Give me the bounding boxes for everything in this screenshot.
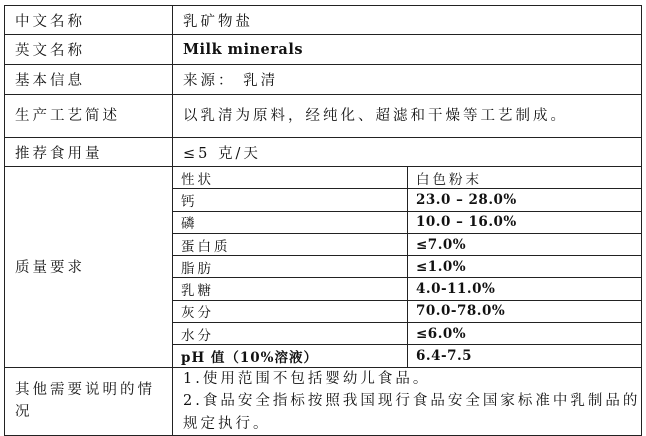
label-process: 生产工艺简述 (5, 95, 173, 138)
quality-row (5, 167, 642, 189)
quality-item-name: pH 值（10%溶液） (173, 345, 408, 367)
quality-item-name: 性状 (173, 167, 408, 189)
row-cn-name (5, 6, 642, 35)
row-dose (5, 138, 642, 167)
quality-item-name: 蛋白质 (173, 233, 408, 255)
label-basic: 基本信息 (5, 65, 173, 95)
label-other: 其他需要说明的情况 (5, 367, 173, 436)
quality-item-name: 乳糖 (173, 278, 408, 300)
quality-item-name: 灰分 (173, 300, 408, 322)
quality-item-value: 10.0 – 16.0% (408, 211, 642, 233)
quality-item-value: 70.0-78.0% (408, 300, 642, 322)
quality-item-value: 白色粉末 (408, 167, 642, 189)
value-process: 以乳清为原料，经纯化、超滤和干燥等工艺制成。 (173, 95, 642, 138)
row-process (5, 95, 642, 138)
quality-item-name: 脂肪 (173, 256, 408, 278)
quality-item-value: 6.4-7.5 (408, 345, 642, 367)
quality-item-name: 钙 (173, 189, 408, 211)
value-dose: ≤5 克/天 (173, 138, 642, 167)
label-quality: 质量要求 (5, 167, 173, 368)
label-dose: 推荐食用量 (5, 138, 173, 167)
note-item: 1.使用范围不包括婴幼儿食品。 (183, 370, 431, 387)
value-other (173, 367, 642, 436)
quality-item-value: ≤1.0% (408, 256, 642, 278)
quality-item-name: 水分 (173, 323, 408, 345)
row-basic (5, 65, 642, 95)
quality-item-value: 4.0-11.0% (408, 278, 642, 300)
product-spec-table (4, 5, 642, 436)
value-cn-name: 乳矿物盐 (173, 6, 642, 35)
label-cn-name: 中文名称 (5, 6, 173, 35)
note-item: 2.食品安全指标按照我国现行食品安全国家标准中乳制品的规定执行。 (183, 393, 641, 432)
value-en-name: Milk minerals (173, 35, 642, 65)
quality-item-value: ≤7.0% (408, 233, 642, 255)
label-en-name: 英文名称 (5, 35, 173, 65)
row-en-name (5, 35, 642, 65)
row-other (5, 367, 642, 436)
quality-item-value: 23.0 – 28.0% (408, 189, 642, 211)
quality-item-name: 磷 (173, 211, 408, 233)
quality-item-value: ≤6.0% (408, 323, 642, 345)
value-basic: 来源： 乳清 (173, 65, 642, 95)
